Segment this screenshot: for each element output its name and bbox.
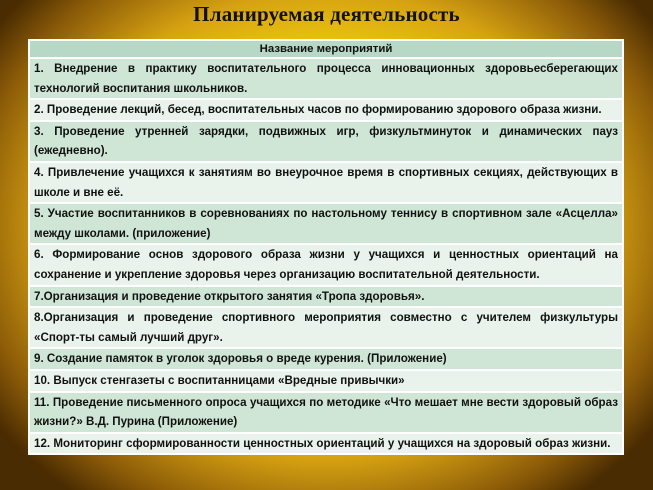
column-header: Название мероприятий [29,40,623,58]
activity-item-4: 4. Привлечение учащихся к занятиям во внеурочное время в спортивных секциях, действующих в школе и вне её. [29,162,623,203]
table-row [29,370,623,392]
activity-item-3: 3. Проведение утренней зарядки, подвижных игр, физкультминуток и динамических пауз (ежедневно). [29,121,623,162]
table-row [29,392,623,433]
activity-item-12: 12. Мониторинг сформированности ценностных ориентаций у учащихся на здоровый образ жизни. [29,433,623,455]
activity-item-10: 10. Выпуск стенгазеты с воспитанницами «Вредные привычки» [29,370,623,392]
activity-item-2: 2. Проведение лекций, бесед, воспитательных часов по формированию здорового образа жизни. [29,99,623,121]
activities-table [28,39,624,455]
table-row [29,99,623,121]
activity-item-5: 5. Участие воспитанников в соревнованиях по настольному теннису в спортивном зале «Асцелла» между школами. (приложение) [29,203,623,244]
table-row [29,58,623,99]
activity-item-11: 11. Проведение письменного опроса учащихся по методике «Что мешает мне вести здоровый образ жизни?» В.Д. Пурина (Приложение) [29,392,623,433]
table-row [29,244,623,285]
table-row [29,348,623,370]
page-title: Планируемая деятельность [193,2,460,26]
table-row [29,162,623,203]
activity-item-1: 1. Внедрение в практику воспитательного процесса инновационных здоровьесберегающих технологий воспитания школьников. [29,58,623,99]
table-row [29,121,623,162]
table-row [29,433,623,455]
activity-item-8: 8.Организация и проведение спортивного мероприятия совместно с учителем физкультуры «Спорт-ты самый лучший друг». [29,307,623,348]
activity-item-6: 6. Формирование основ здорового образа жизни у учащихся и ценностных ориентаций на сохранение и укрепление здоровья через организацию воспитательной деятельности. [29,244,623,285]
table-header-row [29,40,623,58]
table-row [29,307,623,348]
activity-item-7: 7.Организация и проведение открытого занятия «Тропа здоровья». [29,286,623,308]
table-row [29,203,623,244]
activity-item-9: 9. Создание памяток в уголок здоровья о вреде курения. (Приложение) [29,348,623,370]
table-row [29,286,623,308]
